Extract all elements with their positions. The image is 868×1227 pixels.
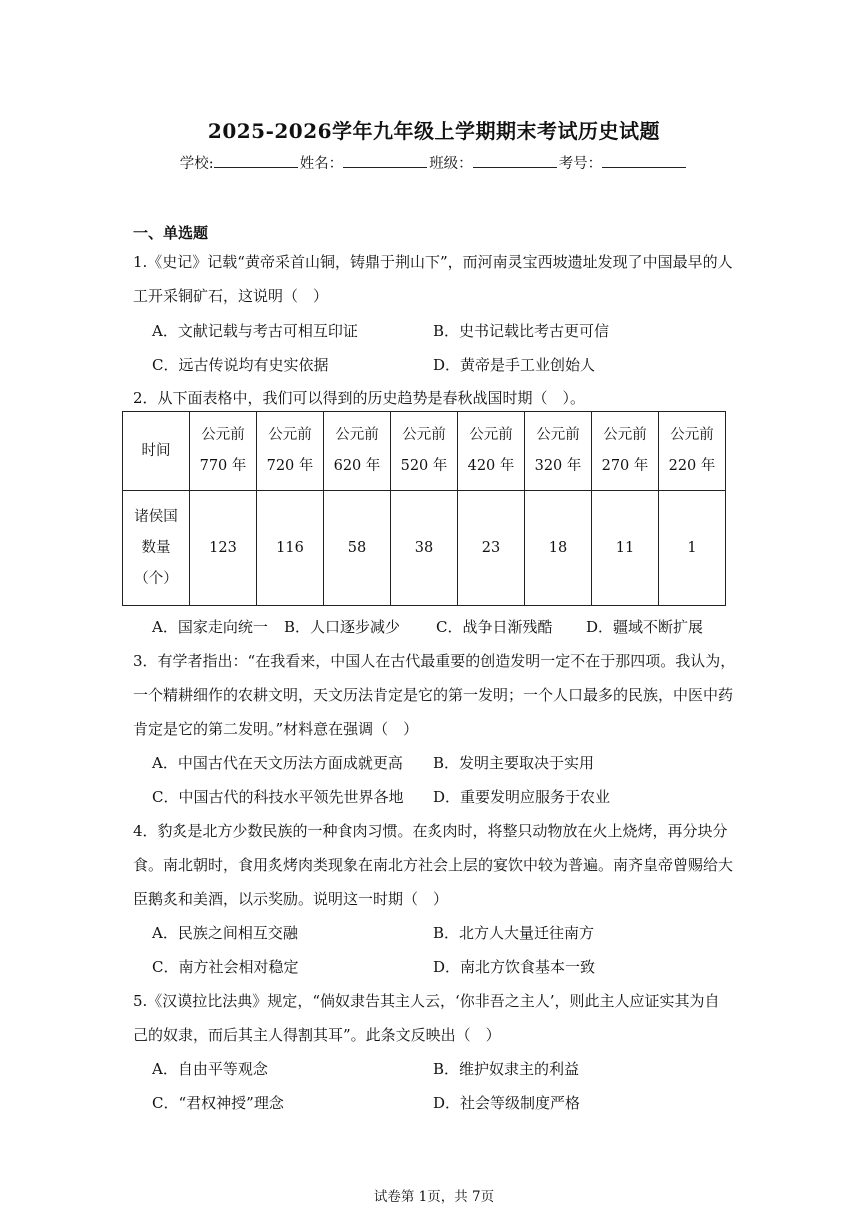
class-blank[interactable]	[473, 153, 557, 168]
school-blank[interactable]	[214, 153, 298, 168]
q5-option-d[interactable]: D．社会等级制度严格	[433, 1094, 581, 1112]
q1-option-d[interactable]: D．黄帝是手工业创始人	[433, 356, 596, 374]
student-info-line	[0, 152, 868, 173]
q5-option-a[interactable]: A．自由平等观念	[152, 1060, 268, 1078]
table-value-cell: 38	[391, 491, 458, 606]
exam-number-label: 考号：	[558, 156, 603, 172]
q5-stem-line-1: 5.《汉谟拉比法典》规定，“倘奴隶告其主人云，‘你非吾之主人’，则此主人应证实其为自	[133, 992, 720, 1010]
q1-option-c[interactable]: C．远古传说均有史实依据	[152, 356, 329, 374]
q3-stem-line-1: 3．有学者指出：“在我看来，中国人在古代最重要的创造发明一定不在于那四项。我认为，	[133, 652, 736, 670]
page-footer: 试卷第 1页，共 7页	[373, 1189, 495, 1205]
q2-option-a[interactable]: A．国家走向统一	[152, 618, 268, 636]
table-value-cell: 1	[659, 491, 726, 606]
q3-stem-line-3: 肯定是它的第二发明。”材料意在强调（ ）	[133, 720, 419, 738]
q4-option-b[interactable]: B．北方人大量迁往南方	[433, 924, 595, 942]
name-label: 姓名：	[299, 156, 344, 172]
class-label: 班级：	[429, 156, 473, 172]
table-year-cell: 公元前 770 年	[190, 412, 257, 491]
q3-option-c[interactable]: C．中国古代的科技水平领先世界各地	[152, 788, 404, 806]
table-year-cell: 公元前 720 年	[257, 412, 324, 491]
q4-option-c[interactable]: C．南方社会相对稳定	[152, 958, 299, 976]
q1-stem-line-1: 1.《史记》记载“黄帝采首山铜，铸鼎于荆山下”，而河南灵宝西坡遗址发现了中国最早的人	[133, 253, 733, 271]
q4-stem-line-2: 食。南北朝时，食用炙烤肉类现象在南北方社会上层的宴饮中较为普遍。南齐皇帝曾赐给大	[133, 856, 734, 874]
table-value-cell: 58	[324, 491, 391, 606]
table-year-cell: 公元前 520 年	[391, 412, 458, 491]
table-row-label-cell: 诸侯国 数量 （个）	[123, 491, 190, 606]
q2-data-table	[122, 411, 726, 606]
q1-stem-line-2: 工开采铜矿石，这说明（ ）	[133, 287, 329, 305]
q5-option-b[interactable]: B．维护奴隶主的利益	[433, 1060, 580, 1078]
q2-option-c[interactable]: C．战争日渐残酷	[436, 618, 553, 636]
table-value-cell: 23	[458, 491, 525, 606]
table-value-cell: 11	[592, 491, 659, 606]
q2-stem-line-1: 2．从下面表格中，我们可以得到的历史趋势是春秋战国时期（ ）。	[133, 389, 586, 407]
q3-option-d[interactable]: D．重要发明应服务于农业	[433, 788, 611, 806]
q4-option-d[interactable]: D．南北方饮食基本一致	[433, 958, 596, 976]
name-blank[interactable]	[343, 153, 427, 168]
table-value-cell: 116	[257, 491, 324, 606]
q3-stem-line-2: 一个精耕细作的农耕文明，天文历法肯定是它的第一发明；一个人口最多的民族，中医中药	[133, 686, 734, 704]
table-value-cell: 18	[525, 491, 592, 606]
table-row-years	[123, 412, 726, 491]
q2-option-d[interactable]: D．疆域不断扩展	[586, 618, 704, 636]
q5-stem-line-2: 己的奴隶，而后其主人得割其耳”。此条文反映出（ ）	[133, 1026, 501, 1044]
table-year-cell: 公元前 220 年	[659, 412, 726, 491]
page-title: 2025-2026学年九年级上学期期末考试历史试题	[207, 119, 661, 143]
q1-option-b[interactable]: B．史书记载比考古更可信	[433, 322, 610, 340]
q4-stem-line-1: 4．豹炙是北方少数民族的一种食肉习惯。在炙肉时，将整只动物放在火上烧烤，再分块分	[133, 822, 728, 840]
q2-option-b[interactable]: B．人口逐步减少	[284, 618, 401, 636]
section-heading: 一、单选题	[133, 224, 209, 242]
q4-stem-line-3: 臣鹅炙和美酒，以示奖励。说明这一时期（ ）	[133, 890, 449, 908]
table-year-cell: 公元前 620 年	[324, 412, 391, 491]
q3-option-b[interactable]: B．发明主要取决于实用	[433, 754, 595, 772]
q1-option-a[interactable]: A．文献记载与考古可相互印证	[152, 322, 358, 340]
table-year-cell: 公元前 270 年	[592, 412, 659, 491]
table-row-counts	[123, 491, 726, 606]
table-year-cell: 公元前 420 年	[458, 412, 525, 491]
table-header-cell: 时间	[123, 412, 190, 491]
table-value-cell: 123	[190, 491, 257, 606]
q3-option-a[interactable]: A．中国古代在天文历法方面成就更高	[152, 754, 403, 772]
table-year-cell: 公元前 320 年	[525, 412, 592, 491]
q5-option-c[interactable]: C．“君权神授”理念	[152, 1094, 284, 1112]
school-label: 学校:	[179, 156, 214, 172]
exam-number-blank[interactable]	[602, 153, 686, 168]
q4-option-a[interactable]: A．民族之间相互交融	[152, 924, 298, 942]
